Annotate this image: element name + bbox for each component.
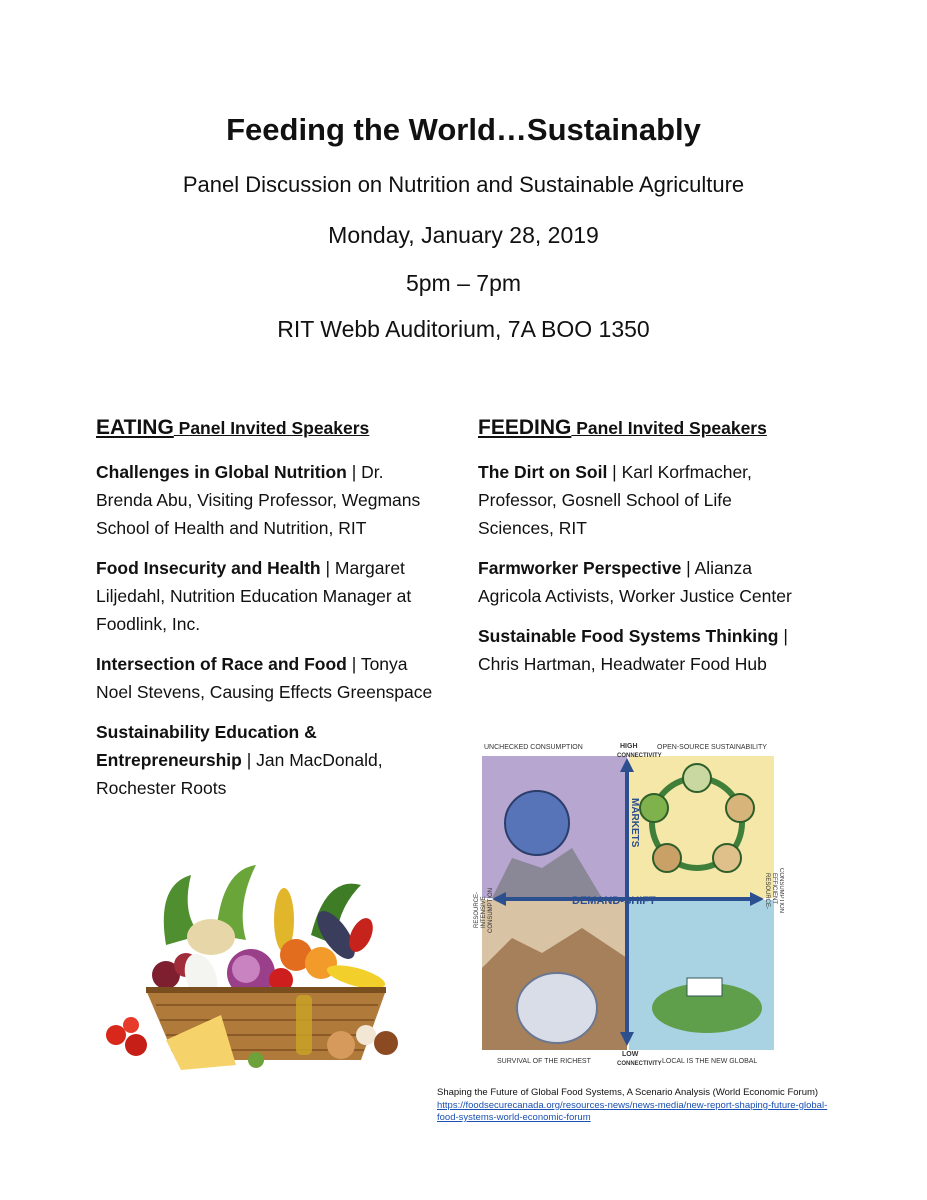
label-right-axis-1: RESOURCE- [764, 873, 770, 910]
speaker-entry [478, 458, 808, 542]
eating-heading-word: EATING [96, 416, 174, 439]
label-left-axis-2: INTENSIVE [481, 896, 487, 928]
source-link[interactable]: https://foodsecurecanada.org/resources-news/news-media/new-report-shaping-future-global- [437, 1099, 828, 1111]
speaker-entry [96, 650, 441, 706]
label-open-source: OPEN-SOURCE SUSTAINABILITY [657, 744, 767, 751]
speaker-detail: | Tonya Noel Stevens, Causing Effects Greenspace [96, 654, 433, 702]
speaker-detail: | Alianza Agricola Activists, Worker Justice Center [478, 558, 792, 606]
feeding-panel-heading [478, 414, 808, 442]
event-date: Monday, January 28, 2019 [328, 222, 599, 248]
label-low: LOW [622, 1051, 639, 1058]
speaker-detail: | Jan MacDonald, Rochester Roots [96, 750, 383, 798]
speaker-topic: Challenges in Global Nutrition [96, 462, 347, 482]
page-title: Feeding the World…Sustainably [226, 112, 701, 147]
label-high-connectivity: CONNECTIVITY [617, 753, 662, 759]
speaker-topic: The Dirt on Soil [478, 462, 608, 482]
speaker-detail: | Margaret Liljedahl, Nutrition Education Manager at Foodlink, Inc. [96, 558, 412, 634]
source-link-continued[interactable]: food-systems-world-economic-forum [437, 1112, 591, 1123]
label-local: LOCAL IS THE NEW GLOBAL [662, 1058, 758, 1065]
caption-text: Shaping the Future of Global Food Systems, A Scenario Analysis (World Economic Forum) [437, 1087, 819, 1098]
eating-heading-rest: Panel Invited Speakers [173, 418, 370, 438]
speaker-entry [96, 718, 441, 802]
image-caption [437, 1087, 877, 1125]
event-subtitle: Panel Discussion on Nutrition and Sustainable Agriculture [182, 172, 745, 197]
feeding-panel-column [478, 414, 808, 690]
event-venue: RIT Webb Auditorium, 7A BOO 1350 [277, 316, 650, 342]
feeding-heading-rest: Panel Invited Speakers [571, 418, 767, 438]
label-low-connectivity: CONNECTIVITY [617, 1061, 662, 1067]
speaker-entry [478, 554, 808, 610]
eating-panel-column [96, 414, 441, 814]
speaker-detail: | Karl Korfmacher, Professor, Gosnell School of Life Sciences, RIT [478, 462, 752, 538]
speaker-entry [96, 458, 441, 542]
speaker-detail: | Chris Hartman, Headwater Food Hub [478, 626, 788, 674]
label-right-axis-2: EFFICIENT [771, 873, 777, 904]
label-unchecked-consumption: UNCHECKED CONSUMPTION [484, 744, 583, 751]
vegetable-basket-image [96, 865, 426, 1080]
speaker-entry [478, 622, 808, 678]
label-left-axis-1: RESOURCE- [474, 891, 480, 928]
label-markets: MARKETS [629, 798, 640, 848]
speaker-entry [96, 554, 441, 638]
speaker-topic: Intersection of Race and Food [96, 654, 347, 674]
speaker-detail: | Dr. Brenda Abu, Visiting Professor, Wegmans School of Health and Nutrition, RIT [96, 462, 421, 538]
speaker-topic: Farmworker Perspective [478, 558, 682, 578]
label-survival: SURVIVAL OF THE RICHEST [497, 1058, 591, 1065]
label-right-axis-3: CONSUMPTION [778, 868, 784, 913]
speaker-topic: Food Insecurity and Health [96, 558, 321, 578]
speaker-topic: Sustainable Food Systems Thinking [478, 626, 779, 646]
label-high: HIGH [620, 743, 638, 750]
label-left-axis-3: CONSUMPTION [488, 888, 494, 933]
feeding-heading-word: FEEDING [478, 416, 572, 439]
eating-panel-heading [96, 414, 441, 442]
speaker-topic: Sustainability Education & Entrepreneurship [96, 722, 317, 770]
food-systems-scenario-image [472, 738, 784, 1073]
label-demand-shift: DEMAND-SHIFT [572, 895, 656, 907]
event-time: 5pm – 7pm [405, 270, 522, 296]
